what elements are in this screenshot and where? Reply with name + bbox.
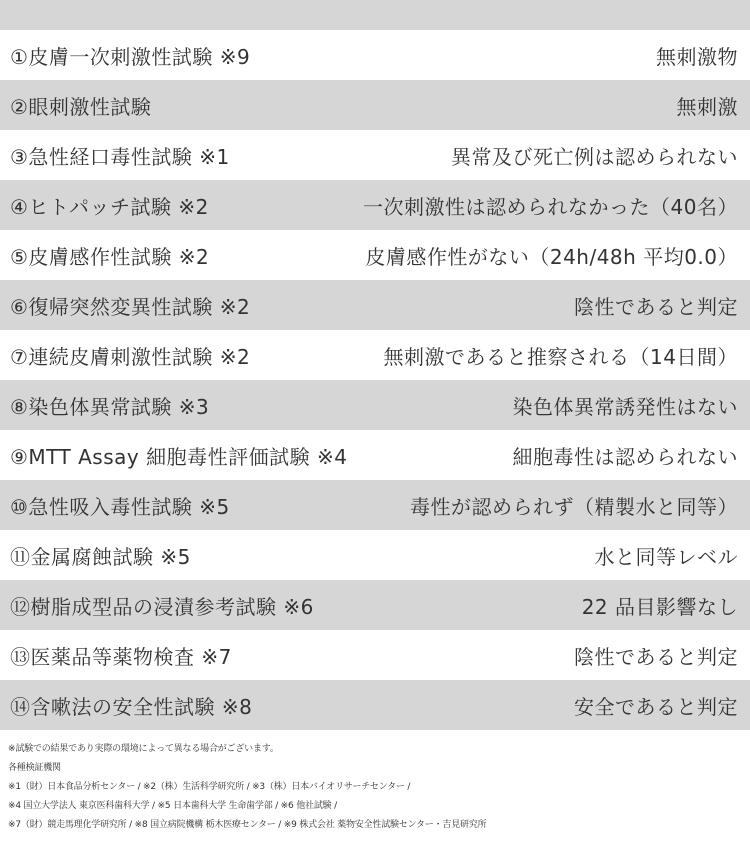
- test-name: ⑤皮膚感作性試験 ※2: [10, 244, 210, 269]
- test-results-table: [0, 30, 750, 730]
- test-result: 水と同等レベル: [594, 544, 738, 569]
- table-row: [0, 530, 750, 580]
- test-name: ①皮膚一次刺激性試験 ※9: [10, 44, 251, 69]
- test-name: ⑩急性吸入毒性試験 ※5: [10, 494, 230, 519]
- test-name: ②眼刺激性試験: [10, 94, 152, 119]
- test-result: 無刺激: [676, 94, 738, 119]
- table-row: [0, 280, 750, 330]
- table-row: [0, 380, 750, 430]
- test-name: ⑨MTT Assay 細胞毒性評価試験 ※4: [10, 444, 348, 469]
- institutions-heading: 各種検証機関: [8, 763, 61, 773]
- table-row: [0, 430, 750, 480]
- test-result: 安全であると判定: [574, 694, 738, 719]
- test-name: ⑪金属腐蝕試験 ※5: [10, 544, 191, 569]
- table-row: [0, 230, 750, 280]
- test-result: 毒性が認められず（精製水と同等）: [410, 494, 738, 519]
- institutions-line: ※1（財）日本食品分析センター / ※2（株）生活科学研究所 / ※3（株）日本バイオリサーチセンター /: [8, 782, 411, 792]
- footnotes: [0, 730, 750, 835]
- table-row: [0, 680, 750, 730]
- test-result: 陰性であると判定: [574, 644, 738, 669]
- test-result: 無刺激物: [656, 44, 738, 69]
- test-name: ⑧染色体異常試験 ※3: [10, 394, 210, 419]
- test-name: ⑭含嗽法の安全性試験 ※8: [10, 694, 253, 719]
- table-row: [0, 130, 750, 180]
- test-name: ⑬医薬品等薬物検査 ※7: [10, 644, 232, 669]
- table-row: [0, 580, 750, 630]
- disclaimer-note: ※試験での結果であり実際の環境によって異なる場合がございます。: [8, 744, 279, 754]
- test-name: ④ヒトパッチ試験 ※2: [10, 194, 209, 219]
- table-row: [0, 30, 750, 80]
- test-name: ⑥復帰突然変異性試験 ※2: [10, 294, 251, 319]
- test-result: 皮膚感作性がない（24h/48h 平均0.0）: [365, 244, 738, 269]
- top-band: [0, 0, 750, 30]
- test-result: 22 品目影響なし: [581, 594, 738, 619]
- test-result: 異常及び死亡例は認められない: [451, 144, 738, 169]
- table-row: [0, 630, 750, 680]
- table-row: [0, 80, 750, 130]
- test-result: 細胞毒性は認められない: [512, 444, 738, 469]
- test-name: ③急性経口毒性試験 ※1: [10, 144, 230, 169]
- institutions-line: ※4 国立大学法人 東京医科歯科大学 / ※5 日本歯科大学 生命歯学部 / ※6 他社試験 /: [8, 801, 337, 811]
- test-name: ⑦連続皮膚刺激性試験 ※2: [10, 344, 251, 369]
- table-row: [0, 330, 750, 380]
- test-result: 染色体異常誘発性はない: [512, 394, 738, 419]
- table-row: [0, 180, 750, 230]
- institutions-line: ※7（財）競走馬理化学研究所 / ※8 国立病院機構 栃木医療センター / ※9 株式会社 薬物安全性試験センター・吉見研究所: [8, 820, 487, 830]
- table-row: [0, 480, 750, 530]
- test-result: 陰性であると判定: [574, 294, 738, 319]
- test-result: 一次刺激性は認められなかった（40名）: [363, 194, 738, 219]
- test-result: 無刺激であると推察される（14日間）: [383, 344, 738, 369]
- test-name: ⑫樹脂成型品の浸漬参考試験 ※6: [10, 594, 314, 619]
